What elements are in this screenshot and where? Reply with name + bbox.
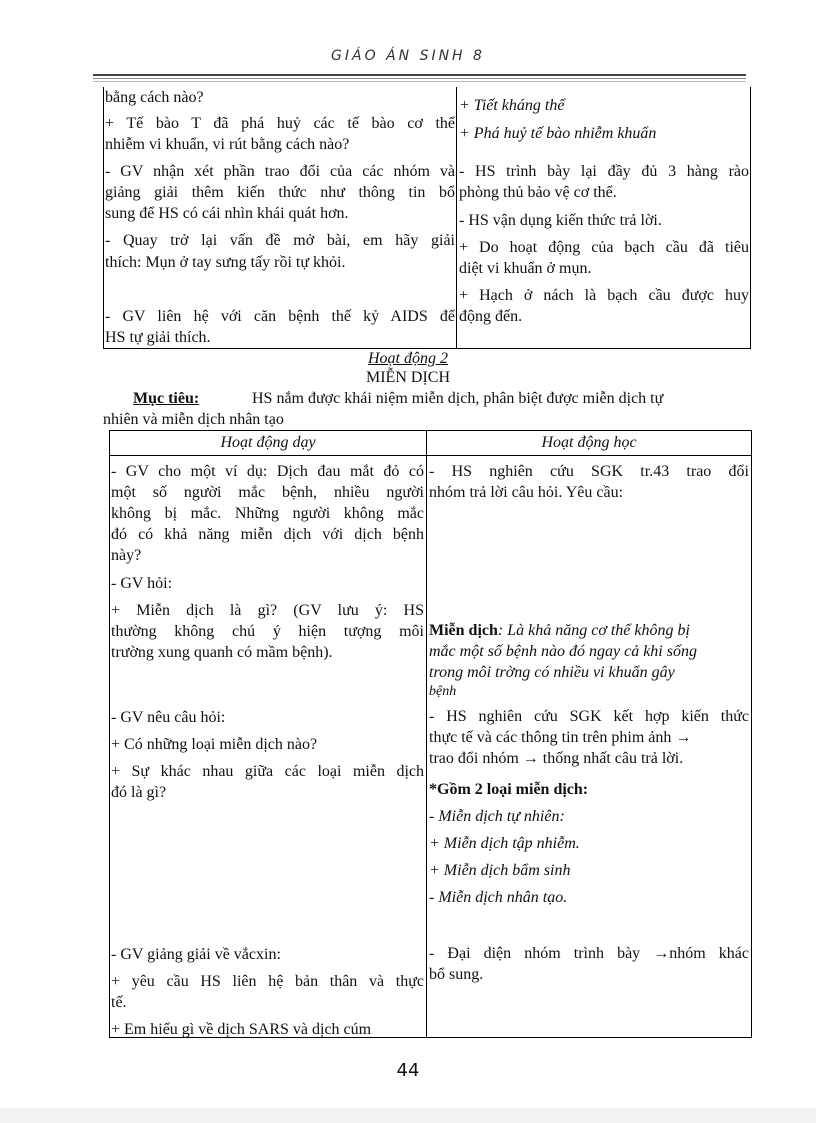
column-divider: [456, 87, 457, 348]
text-line: - HS nghiên cứu SGK kết hợp kiến thức: [429, 708, 749, 725]
text-line: + Tế bào T đã phá huỷ các tế bào cơ thể: [105, 115, 455, 132]
text-line: + Có những loại miễn dịch nào?: [111, 736, 318, 753]
text-line: - HS nghiên cứu SGK tr.43 trao đổi: [429, 463, 749, 480]
text-line: - GV giảng giải về vắcxin:: [111, 946, 281, 963]
text-line: một số người mắc bệnh, nhiều người: [111, 484, 424, 501]
text-line: trao đổi nhóm → thống nhất câu trả lời.: [429, 750, 684, 767]
text-line: - GV nêu câu hỏi:: [111, 709, 226, 726]
definition-text: : Là khả năng cơ thể không bị: [497, 622, 690, 639]
text-line: - GV liên hệ với căn bệnh thế kỷ AIDS để: [105, 308, 455, 325]
column-header-learning: Hoạt động học: [541, 434, 637, 451]
text-line: không bị mắc. Những người không mắc: [111, 505, 424, 522]
text-line: + Tiết kháng thể: [459, 97, 565, 114]
objective-line: HS nắm được khái niệm miễn dịch, phân biệt được miễn dịch tự: [252, 390, 664, 407]
text-line: + Em hiểu gì về dịch SARS và dịch cúm: [111, 1021, 372, 1038]
definition-term: Miễn dịch: [429, 622, 498, 639]
text-line: - HS vận dụng kiến thức trả lời.: [459, 212, 662, 229]
text-line: diệt vi khuẩn ở mụn.: [459, 260, 592, 277]
header-title: GIÁO ÁN SINH 8: [331, 48, 485, 64]
text-line: phòng thủ bảo vệ cơ thể.: [459, 184, 617, 201]
text-line: HS tự giải thích.: [105, 329, 211, 346]
text-line: sung để HS có cái nhìn khái quát hơn.: [105, 205, 349, 222]
objective-label: [133, 389, 199, 409]
text-line: + Miễn dịch là gì? (GV lưu ý: HS: [111, 602, 424, 619]
text-line: + Phá huỷ tế bào nhiễm khuẩn: [459, 125, 657, 142]
header-rule: [93, 81, 746, 82]
text-line: động đến.: [459, 308, 523, 325]
text-line: trong môi trờng có nhiều vi khuẩn gây: [429, 664, 675, 681]
text-line: thực tế và các thông tin trên phim ảnh →: [429, 729, 692, 746]
text-line: - GV nhận xét phần trao đổi của các nhóm và: [105, 163, 455, 180]
text-line: + Do hoạt động của bạch cầu đã tiêu: [459, 239, 749, 256]
text-line: - Quay trở lại vấn đề mở bài, em hãy giải: [105, 232, 455, 249]
text-line: - GV hỏi:: [111, 575, 173, 592]
text-line: nhóm trả lời câu hỏi. Yêu cầu:: [429, 484, 624, 501]
page-footer-strip: [0, 1108, 816, 1123]
text-line: thích: Mụn ở tay sưng tấy rồi tự khỏi.: [105, 254, 346, 271]
text-line: này?: [111, 547, 142, 564]
text-line: - HS trình bày lại đầy đủ 3 hàng rào: [459, 163, 749, 180]
text-line: + Miễn dịch bẩm sinh: [429, 862, 571, 879]
definition-line: [429, 621, 690, 641]
text-line: bệnh: [429, 684, 457, 699]
text-line: bằng cách nào?: [105, 89, 204, 106]
column-header-teaching: Hoạt động dạy: [220, 434, 316, 451]
header-rule: [93, 74, 746, 76]
text-line: - Miễn dịch tự nhiên:: [429, 808, 565, 825]
activity-heading: Hoạt động 2: [368, 350, 448, 367]
text-line: + Miễn dịch tập nhiễm.: [429, 835, 580, 852]
objective-line: nhiên và miễn dịch nhân tạo: [103, 411, 284, 428]
text-line: đó có khả năng miễn dịch với dịch bệnh: [111, 526, 424, 543]
column-divider: [426, 431, 427, 1037]
section-title: MIỄN DỊCH: [366, 369, 450, 386]
text-line: + yêu cầu HS liên hệ bản thân và thực: [111, 973, 424, 990]
text-line: + Sự khác nhau giữa các loại miễn dịch: [111, 763, 424, 780]
text-line: giảng giải thêm kiến thức như thông tin bổ: [105, 184, 455, 201]
text-line: thường không chú ý hiện tượng môi: [111, 623, 424, 640]
text-line: nhiễm vi khuẩn, vi rút bằng cách nào?: [105, 136, 350, 153]
text-line: - Đại diện nhóm trình bày →nhóm khác: [429, 945, 749, 962]
text-line: *Gồm 2 loại miễn dịch:: [429, 781, 589, 798]
text-line: mắc một số bệnh nào đó ngay cả khi sống: [429, 643, 697, 660]
header-divider: [110, 455, 751, 456]
objective-label-text: Mục tiêu:: [133, 390, 200, 407]
top-table: [103, 87, 751, 349]
text-line: tế.: [111, 994, 127, 1011]
text-line: đó là gì?: [111, 784, 167, 801]
text-line: + Hạch ở nách là bạch cầu được huy: [459, 287, 749, 304]
text-line: - GV cho một ví dụ: Dịch đau mắt đỏ có: [111, 463, 424, 480]
text-line: trường xung quanh có mầm bệnh).: [111, 644, 333, 661]
text-line: bổ sung.: [429, 966, 484, 983]
header-rule: [93, 78, 746, 79]
main-table: [109, 430, 752, 1038]
text-line: - Miễn dịch nhân tạo.: [429, 889, 568, 906]
page-number: 44: [396, 1060, 420, 1081]
